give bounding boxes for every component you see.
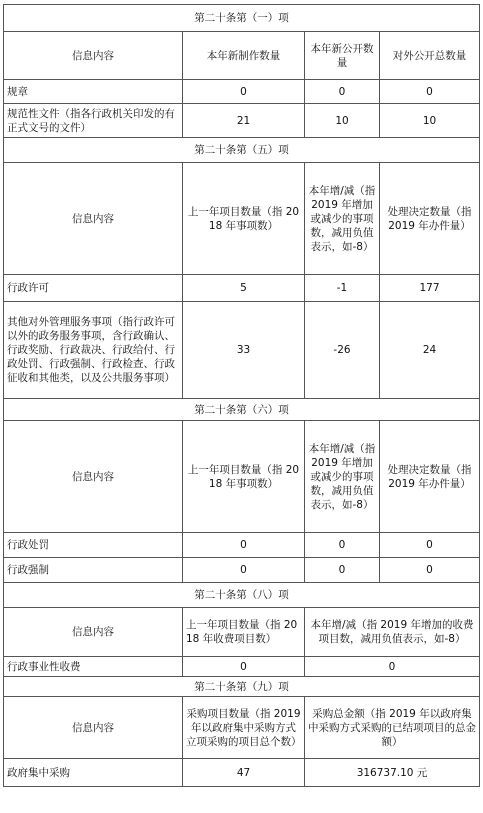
header-prev-year-count: 上一年项目数量（指 2018 年事项数） (183, 163, 305, 275)
cell-value: 24 (380, 302, 480, 399)
header-prev-year-count: 上一年项目数量（指 2018 年事项数） (183, 421, 305, 533)
header-total-published: 对外公开总数量 (380, 32, 480, 80)
header-purchase-count: 采购项目数量（指 2019 年以政府集中采购方式立项采购的项目总个数） (183, 697, 305, 759)
cell-value: 47 (183, 759, 305, 787)
header-fee-change-count: 本年增/减（指 2019 年增加的收费项目数，减用负值表示，如-8） (305, 608, 480, 657)
row-label: 行政强制 (4, 558, 183, 583)
disclosure-table-frame (3, 4, 479, 787)
cell-value: 10 (380, 104, 480, 138)
cell-value: 0 (183, 80, 305, 104)
row-label: 行政许可 (4, 275, 183, 302)
cell-value: 0 (305, 558, 380, 583)
row-label: 规章 (4, 80, 183, 104)
disclosure-table (3, 4, 480, 787)
row-label: 行政处罚 (4, 533, 183, 558)
header-change-count: 本年增/减（指 2019 年增加或减少的事项数，减用负值表示，如-8） (305, 421, 380, 533)
cell-value: 0 (183, 657, 305, 677)
header-new-made: 本年新制作数量 (183, 32, 305, 80)
header-prev-year-fee-count: 上一年项目数量（指 2018 年收费项目数） (183, 608, 305, 657)
cell-value: 21 (183, 104, 305, 138)
cell-value: 316737.10 元 (305, 759, 480, 787)
header-info-content: 信息内容 (4, 163, 183, 275)
header-change-count: 本年增/减（指 2019 年增加或减少的事项数，减用负值表示，如-8） (305, 163, 380, 275)
header-purchase-amount: 采购总金额（指 2019 年以政府集中采购方式采购的已结项项目的总金额） (305, 697, 480, 759)
header-info-content: 信息内容 (4, 32, 183, 80)
header-info-content: 信息内容 (4, 608, 183, 657)
cell-value: 0 (305, 533, 380, 558)
cell-value: 0 (305, 80, 380, 104)
cell-value: 5 (183, 275, 305, 302)
section-title-1: 第二十条第（一）项 (4, 5, 480, 32)
cell-value: 0 (380, 558, 480, 583)
cell-value: 177 (380, 275, 480, 302)
cell-value: 0 (380, 533, 480, 558)
cell-value: -26 (305, 302, 380, 399)
row-label: 规范性文件（指各行政机关印发的有正式文号的文件） (4, 104, 183, 138)
cell-value: 0 (183, 558, 305, 583)
header-info-content: 信息内容 (4, 697, 183, 759)
cell-value: -1 (305, 275, 380, 302)
cell-value: 33 (183, 302, 305, 399)
section-title-9: 第二十条第（九）项 (4, 677, 480, 697)
header-decision-count: 处理决定数量（指 2019 年办件量） (380, 163, 480, 275)
cell-value: 0 (380, 80, 480, 104)
cell-value: 0 (305, 657, 480, 677)
header-info-content: 信息内容 (4, 421, 183, 533)
header-new-published: 本年新公开数量 (305, 32, 380, 80)
section-title-6: 第二十条第（六）项 (4, 399, 480, 421)
row-label: 行政事业性收费 (4, 657, 183, 677)
section-title-5: 第二十条第（五）项 (4, 138, 480, 163)
section-title-8: 第二十条第（八）项 (4, 583, 480, 608)
row-label: 其他对外管理服务事项（指行政许可以外的政务服务事项，含行政确认、行政奖励、行政裁决、行政给付、行政处罚、行政强制、行政检查、行政征收和其他类，以及公共服务事项） (4, 302, 183, 399)
header-decision-count: 处理决定数量（指 2019 年办件量） (380, 421, 480, 533)
row-label: 政府集中采购 (4, 759, 183, 787)
cell-value: 10 (305, 104, 380, 138)
cell-value: 0 (183, 533, 305, 558)
